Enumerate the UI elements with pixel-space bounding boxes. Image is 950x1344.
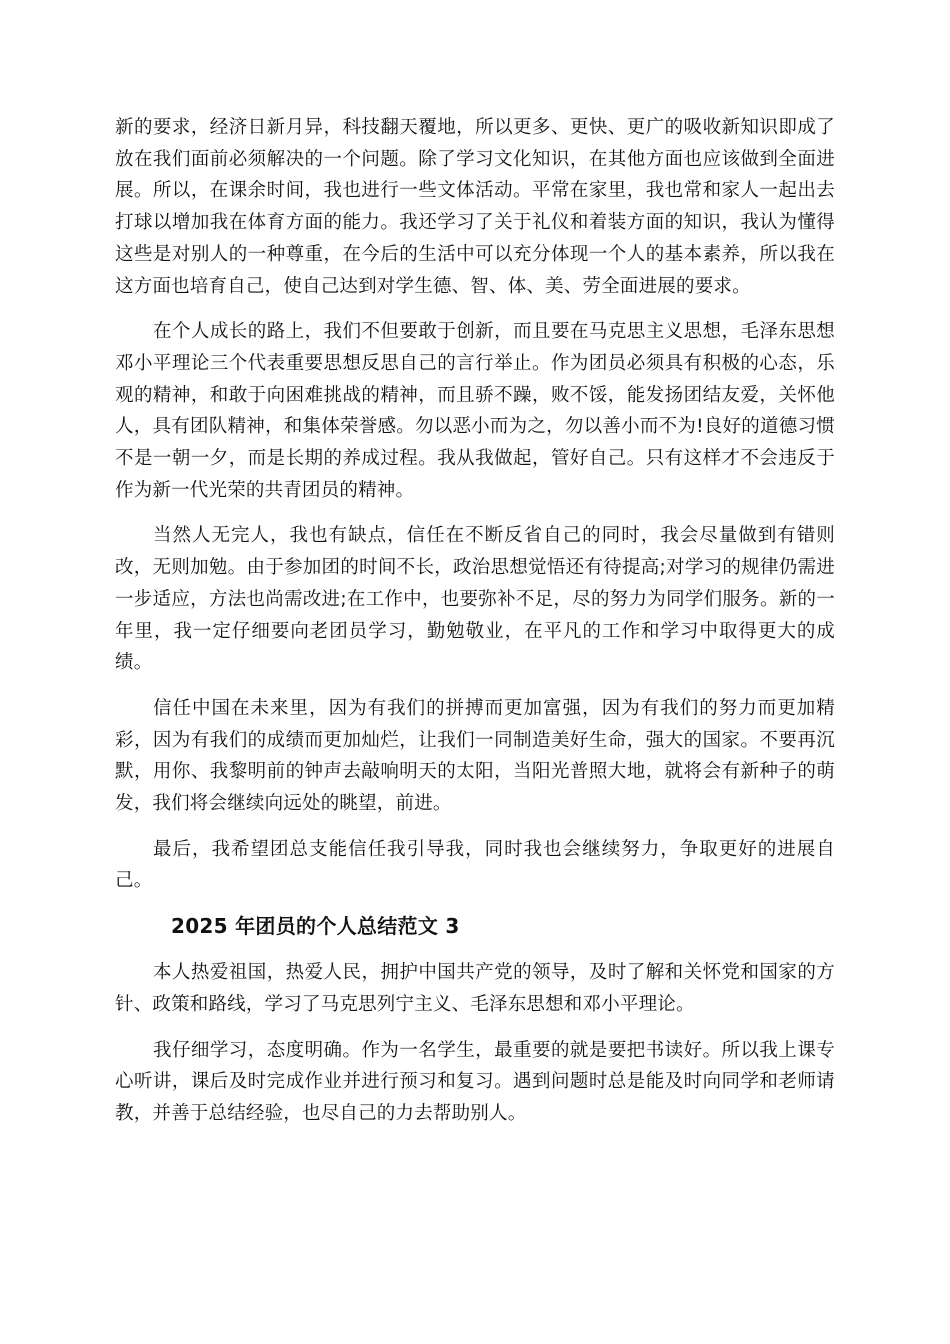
body-paragraph: 当然人无完人，我也有缺点，信任在不断反省自己的同时，我会尽量做到有错则改，无则加勉。由于参加团的时间不长，政治思想觉悟还有待提高;对学习的规律仍需进一步适应，方法也尚需改进;在工作中，也要弥补不足，尽的努力为同学们服务。新的一年里，我一定仔细要向老团员学习，勤勉敬业，在平凡的工作和学习中取得更大的成绩。 [115,525,835,674]
body-paragraph: 在个人成长的路上，我们不但要敢于创新，而且要在马克思主义思想，毛泽东思想邓小平理论三个代表重要思想反思自己的言行举止。作为团员必须具有积极的心态，乐观的精神，和敢于向困难挑战的精神，而且骄不躁，败不馁，能发扬团结友爱，关怀他人，具有团队精神，和集体荣誉感。勿以恶小而为之，勿以善小而不为!良好的道德习惯不是一朝一夕，而是长期的养成过程。我从我做起，管好自己。只有这样才不会违反于作为新一代光荣的共青团员的精神。 [115,321,835,501]
body-paragraph: 新的要求，经济日新月异，科技翻天覆地，所以更多、更快、更广的吸收新知识即成了放在我们面前必须解决的一个问题。除了学习文化知识，在其他方面也应该做到全面进展。所以，在课余时间，我也进行一些文体活动。平常在家里，我也常和家人一起出去打球以增加我在体育方面的能力。我还学习了关于礼仪和着装方面的知识，我认为懂得这些是对别人的一种尊重，在今后的生活中可以充分体现一个人的基本素养，所以我在这方面也培育自己，使自己达到对学生德、智、体、美、劳全面进展的要求。 [115,117,835,297]
body-paragraph: 本人热爱祖国，热爱人民，拥护中国共产党的领导，及时了解和关怀党和国家的方针、政策和路线，学习了马克思列宁主义、毛泽东思想和邓小平理论。 [115,962,835,1015]
body-paragraph: 信任中国在未来里，因为有我们的拼搏而更加富强，因为有我们的努力而更加精彩，因为有我们的成绩而更加灿烂，让我们一同制造美好生命，强大的国家。不要再沉默，用你、我黎明前的钟声去敲响明天的太阳，当阳光普照大地，就将会有新种子的萌发，我们将会继续向远处的眺望，前进。 [115,697,835,815]
section-heading: 2025 年团员的个人总结范文 3 [171,914,460,939]
body-paragraph: 最后，我希望团总支能信任我引导我，同时我也会继续努力，争取更好的进展自己。 [115,838,835,892]
body-paragraph: 我仔细学习，态度明确。作为一名学生，最重要的就是要把书读好。所以我上课专心听讲，课后及时完成作业并进行预习和复习。遇到问题时总是能及时向同学和老师请教，并善于总结经验，也尽自己的力去帮助别人。 [115,1039,835,1124]
document-page [115,112,835,1144]
